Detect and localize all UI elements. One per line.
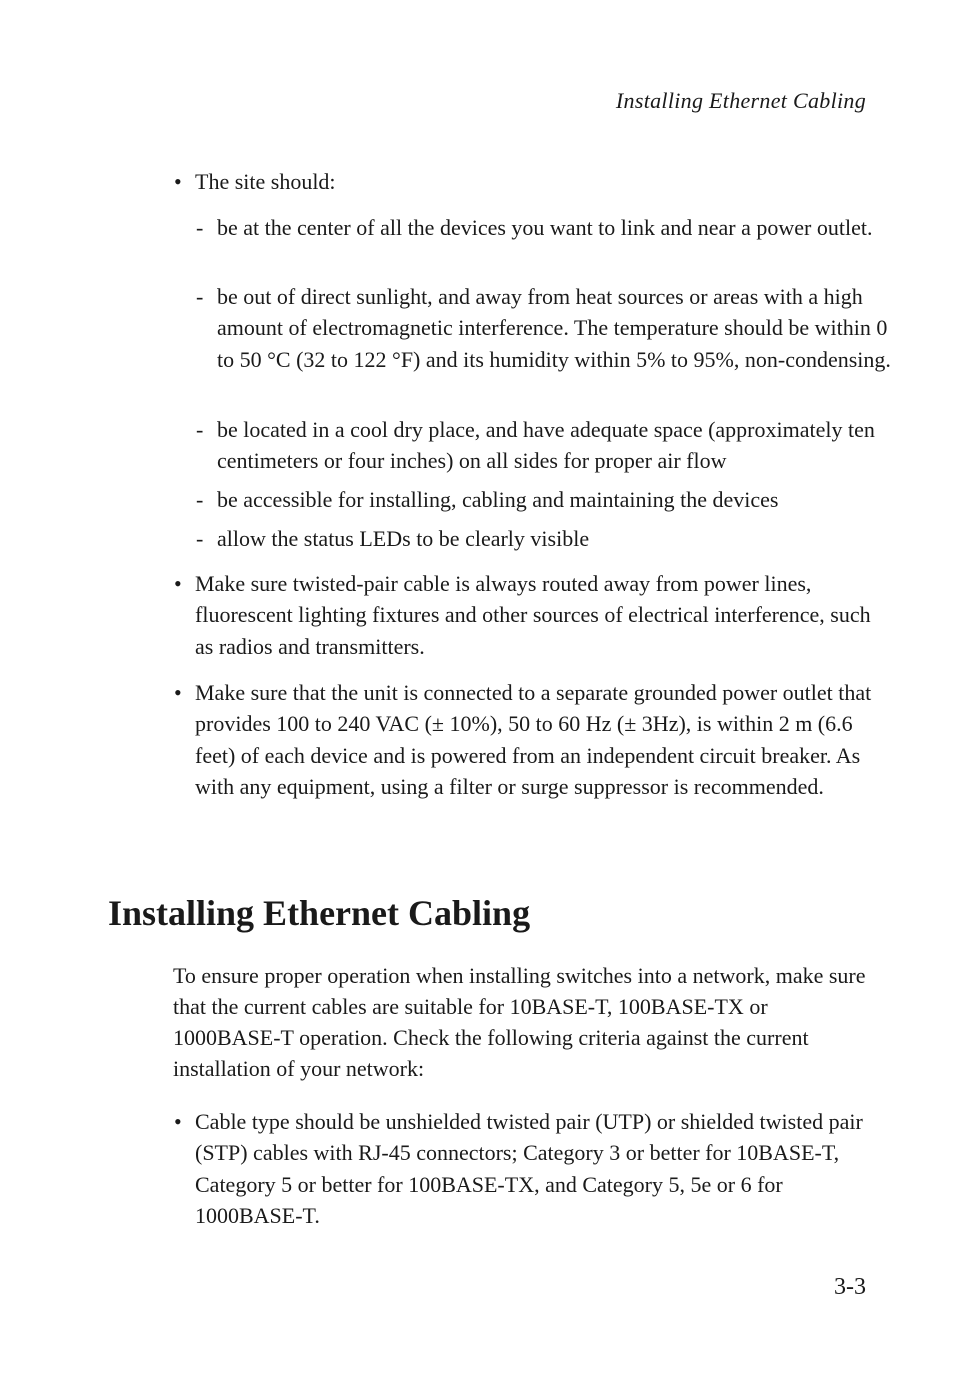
bullet-dot: • (174, 680, 182, 705)
site-item-text: be out of direct sunlight, and away from heat sources or areas with a high amount of electromagnetic interference. The temperature should be within 0 to 50 °C (32 to 122 °F) and its humidity within 5% to 95%, non-condensing. (217, 284, 891, 372)
bullet-text: Cable type should be unshielded twisted pair (UTP) or shielded twisted pair (STP) cables with RJ-45 connectors; Category 3 or better for 10BASE-T, Category 5 or better for 100BASE-TX, and Category 5, 5e or 6 for 1000BASE-T. (195, 1109, 863, 1229)
site-item (196, 281, 907, 375)
site-item-text: be accessible for installing, cabling and maintaining the devices (217, 487, 779, 512)
bullet-dot: • (174, 169, 182, 194)
site-item (196, 523, 907, 554)
site-item-text: allow the status LEDs to be clearly visible (217, 526, 590, 551)
dash-marker: - (196, 487, 204, 512)
site-item-text: be at the center of all the devices you want to link and near a power outlet. (217, 215, 873, 240)
bullet-text: Make sure twisted-pair cable is always routed away from power lines, fluorescent lighting fixtures and other sources of electrical interference, such as radios and transmitters. (195, 571, 871, 659)
site-bullet (174, 166, 874, 197)
bullet-text: Make sure that the unit is connected to a separate grounded power outlet that provides 100 to 240 VAC (± 10%), 50 to 60 Hz (± 3Hz), is within 2 m (6.6 feet) of each device and is powered from an independent circuit breaker. As with any equipment, using a filter or surge suppressor is recommended. (195, 680, 872, 800)
site-item-text: be located in a cool dry place, and have adequate space (approximately ten centimeters or four inches) on all sides for proper air flow (217, 417, 875, 474)
section-intro-paragraph: To ensure proper operation when installing switches into a network, make sure that the current cables are suitable for 10BASE-T, 100BASE-TX or 1000BASE-T operation. Check the following criteria against the current installation of your network: (173, 963, 866, 1081)
bullet-dot: • (174, 571, 182, 596)
dash-marker: - (196, 284, 204, 309)
running-header: Installing Ethernet Cabling (615, 88, 866, 113)
section-heading: Installing Ethernet Cabling (108, 893, 531, 933)
site-intro-text: The site should: (195, 169, 336, 194)
bullet-item (174, 1106, 874, 1232)
bullet-item (174, 568, 874, 662)
dash-marker: - (196, 215, 204, 240)
bullet-dot: • (174, 1109, 182, 1134)
page-number: 3-3 (834, 1274, 866, 1300)
site-item (196, 484, 907, 515)
dash-marker: - (196, 417, 204, 442)
site-item (196, 414, 907, 477)
bullet-item (174, 677, 874, 803)
site-item (196, 212, 907, 243)
dash-marker: - (196, 526, 204, 551)
